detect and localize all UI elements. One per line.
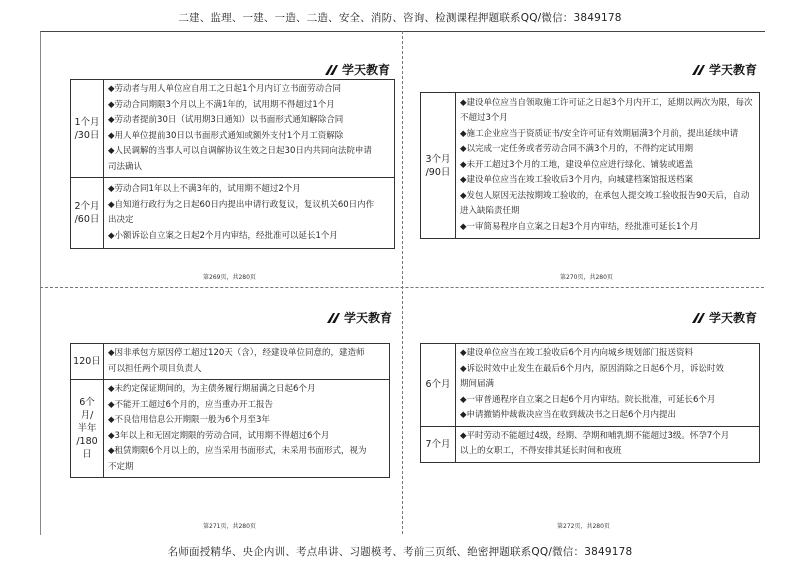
rule-item: 不超过3个月 xyxy=(460,113,508,124)
row-label: 120日 xyxy=(71,344,104,380)
rule-item: 进入缺陷责任期 xyxy=(460,206,520,217)
row-label: 7个月 xyxy=(421,426,456,462)
rule-item: ◆平时劳动不能超过4级，经期、孕期和哺乳期不能超过3级。怀孕7个月 xyxy=(460,430,730,441)
rule-item: ◆租赁期限6个月以上的，应当采用书面形式，未采用书面形式，视为 xyxy=(108,446,367,456)
rule-item: ◆发包人原因无法按期竣工验收的，在承包人提交竣工验收报告90天后，自动 xyxy=(460,190,750,201)
rule-item: 不定期 xyxy=(108,461,134,472)
rule-item: 司法确认 xyxy=(108,161,143,172)
row-content xyxy=(104,178,395,249)
brand-logo-icon xyxy=(692,312,706,324)
page-footer: 名师面授精华、央企内训、考点串讲、习题模考、考前三页纸、绝密押题联系QQ/微信：3849178 xyxy=(167,546,633,558)
table-row xyxy=(71,344,390,380)
row-content xyxy=(456,93,760,239)
table-row xyxy=(421,426,760,462)
rule-item: ◆劳动者与用人单位应自用工之日起1个月内订立书面劳动合同 xyxy=(108,84,341,94)
time-limit-table xyxy=(420,343,760,463)
rule-item: ◆不能开工超过6个月的，应当重办开工报告 xyxy=(108,399,273,410)
brand-logo: 学天教育 xyxy=(692,61,757,78)
page-number: 第271页，共280页 xyxy=(203,523,256,530)
table-row xyxy=(71,178,395,249)
rule-item: ◆未开工超过3个月的工地，建设单位应进行绿化、铺装或遮盖 xyxy=(460,159,693,170)
table-row xyxy=(421,344,760,427)
table-row xyxy=(71,80,395,178)
table-row xyxy=(421,93,760,239)
rule-item: ◆劳动合同期限3个月以上不满1年的，试用期不得超过1个月 xyxy=(108,99,335,110)
rule-item: ◆小额诉讼自立案之日起2个月内审结，经批准可以延长1个月 xyxy=(108,230,338,241)
rule-item: 出决定 xyxy=(108,215,134,225)
rule-item: ◆用人单位提前30日以书面形式通知或额外支付1个月工资解除 xyxy=(108,130,344,141)
rule-item: ◆自知道行政行为之日起60日内提出申请行政复议，复议机关60日内作 xyxy=(108,199,375,210)
rule-item: 以上的女职工，不得安排其延长时间和夜班 xyxy=(460,446,622,456)
rule-item: ◆3年以上和无固定期限的劳动合同，试用期不得超过6个月 xyxy=(108,430,330,441)
time-limit-table xyxy=(70,343,390,478)
rule-item: ◆劳动者提前30日（试用期3日通知）以书面形式通知解除合同 xyxy=(108,115,344,125)
row-content xyxy=(456,344,760,427)
brand-logo: 学天教育 xyxy=(692,309,757,326)
table-row xyxy=(71,380,390,478)
brand-logo: 学天教育 xyxy=(327,309,392,326)
row-label: 6个月/ 半年 /180日 xyxy=(71,380,104,478)
rule-item: 可以担任两个项目负责人 xyxy=(108,363,202,374)
rule-item: ◆施工企业应当于资质证书/安全许可证有效期届满3个月前，提出延续申请 xyxy=(460,128,739,139)
horizontal-divider xyxy=(40,287,764,288)
rule-item: ◆建设单位应当自领取施工许可证之日起3个月内开工，延期以两次为限，每次 xyxy=(460,97,753,108)
page-number: 第270页，共280页 xyxy=(560,274,613,281)
rule-item: ◆因非承包方原因停工超过120天（含），经建设单位同意的，建造师 xyxy=(108,348,365,358)
rule-item: ◆建设单位应当在竣工验收后3个月内，向城建档案馆报送档案 xyxy=(460,175,693,186)
row-label: 3个月 /90日 xyxy=(421,93,456,239)
page-header: 二建、监理、一建、一造、二造、安全、消防、咨询、检测课程押题联系QQ/微信：3849178 xyxy=(178,12,622,24)
rule-item: 期间届满 xyxy=(460,379,495,389)
brand-logo: 学天教育 xyxy=(325,61,390,78)
time-limit-table xyxy=(70,79,395,249)
rule-item: ◆建设单位应当在竣工验收后6个月内向城乡规划部门报送资料 xyxy=(460,348,693,358)
brand-logo-icon xyxy=(692,64,706,76)
row-content xyxy=(456,426,760,462)
row-label: 2个月 /60日 xyxy=(71,178,104,249)
time-limit-table xyxy=(420,92,760,239)
row-label: 1个月 /30日 xyxy=(71,80,104,178)
vertical-divider xyxy=(402,31,403,534)
rule-item: ◆以完成一定任务或者劳动合同不满3个月的，不得约定试用期 xyxy=(460,144,693,155)
rule-item: ◆诉讼时效中止发生在最后6个月内，原因消除之日起6个月，诉讼时效 xyxy=(460,363,724,374)
brand-logo-icon xyxy=(325,64,339,76)
row-label: 6个月 xyxy=(421,344,456,427)
rule-item: ◆一审普通程序自立案之日起6个月内审结。院长批准，可延长6个月 xyxy=(460,394,716,405)
rule-item: ◆未约定保证期间的，为主债务履行期届满之日起6个月 xyxy=(108,384,316,394)
row-content xyxy=(104,380,390,478)
row-content xyxy=(104,344,390,380)
rule-item: ◆一审简易程序自立案之日起3个月内审结，经批准可延长1个月 xyxy=(460,221,699,232)
page-number: 第272页，共280页 xyxy=(557,523,610,530)
rule-item: ◆申请撤销仲裁裁决应当在收到裁决书之日起6个月内提出 xyxy=(460,410,676,420)
rule-item: ◆人民调解的当事人可以自调解协议生效之日起30日内共同向法院申请 xyxy=(108,146,372,156)
page-number: 第269页，共280页 xyxy=(203,274,256,281)
rule-item: ◆劳动合同1年以上不满3年的，试用期不超过2个月 xyxy=(108,184,301,194)
row-content xyxy=(104,80,395,178)
rule-item: ◆不良信用信息公开期限一般为6个月至3年 xyxy=(108,415,270,425)
brand-logo-icon xyxy=(327,312,341,324)
